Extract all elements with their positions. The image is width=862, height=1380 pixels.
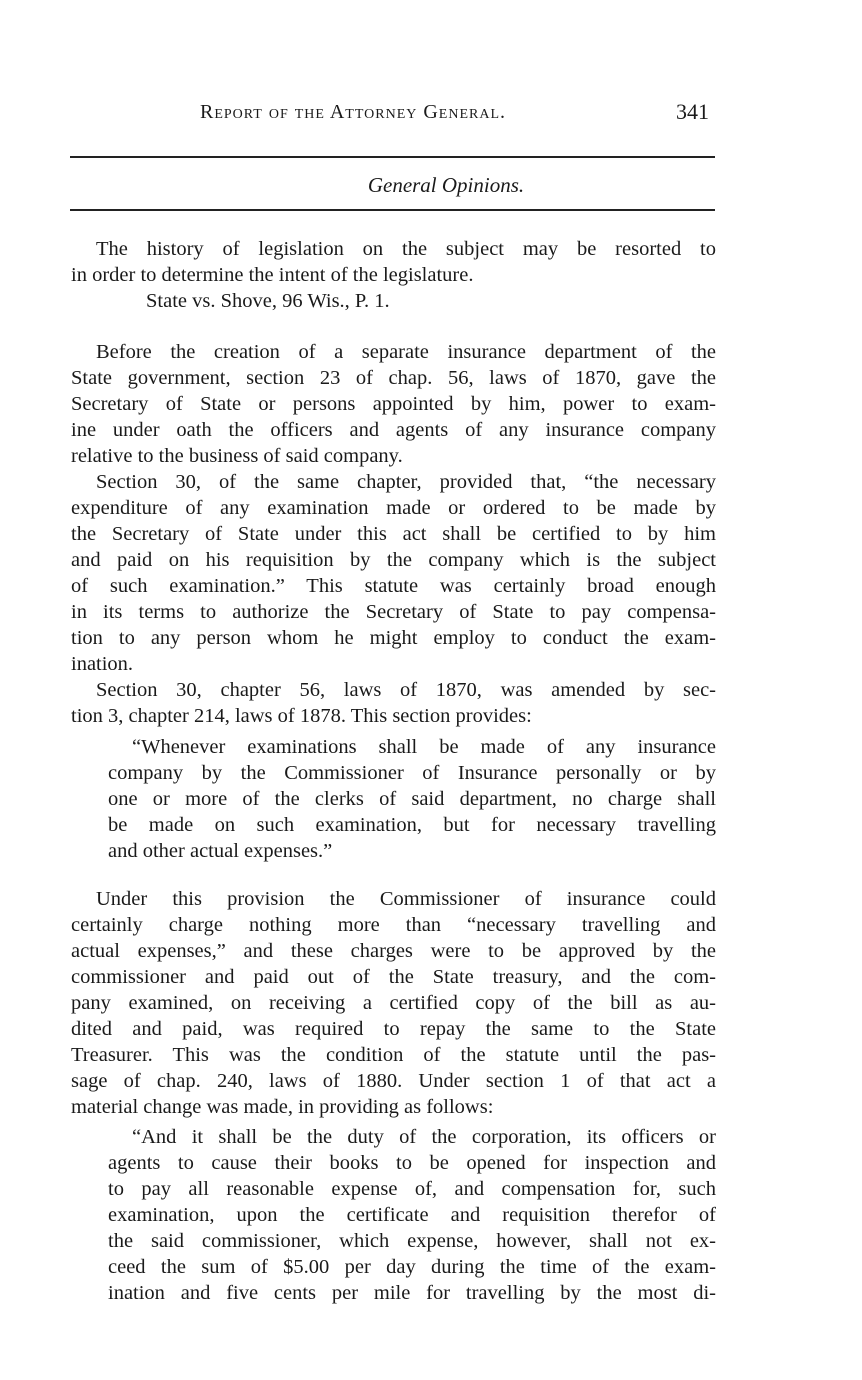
quote-line: company by the Commissioner of Insurance personally or by [108, 762, 716, 784]
text-line: pany examined, on receiving a certified copy of the bill as au- [71, 992, 716, 1014]
text-line: material change was made, in providing as follows: [71, 1096, 494, 1118]
quote-line: one or more of the clerks of said department, no charge shall [108, 788, 716, 810]
text-line: Before the creation of a separate insurance department of the [96, 341, 716, 363]
text-line: ination. [71, 653, 134, 675]
text-line: dited and paid, was required to repay the same to the State [71, 1018, 716, 1040]
quote-line: “Whenever examinations shall be made of any insurance [132, 736, 716, 758]
quote-line: be made on such examination, but for necessary travelling [108, 814, 716, 836]
text-line: commissioner and paid out of the State treasury, and the com- [71, 966, 716, 988]
text-line: of such examination.” This statute was certainly broad enough [71, 575, 716, 597]
text-line: sage of chap. 240, laws of 1880. Under section 1 of that act a [71, 1070, 716, 1092]
header-rule-bottom [70, 209, 715, 211]
quote-line: agents to cause their books to be opened for inspection and [108, 1152, 716, 1174]
text-line: Treasurer. This was the condition of the statute until the pas- [71, 1044, 716, 1066]
text-line: ine under oath the officers and agents of any insurance company [71, 419, 716, 441]
text-line: the Secretary of State under this act shall be certified to by him [71, 523, 716, 545]
text-line: Under this provision the Commissioner of insurance could [96, 888, 716, 910]
quote-line: ceed the sum of $5.00 per day during the time of the exam- [108, 1256, 716, 1278]
text-line: Section 30, chapter 56, laws of 1870, was amended by sec- [96, 679, 716, 701]
page-number: 341 [676, 99, 709, 124]
text-line: State government, section 23 of chap. 56, laws of 1870, gave the [71, 367, 716, 389]
quote-line: and other actual expenses.” [108, 840, 333, 862]
text-line: certainly charge nothing more than “necessary travelling and [71, 914, 716, 936]
quote-line: to pay all reasonable expense of, and compensation for, such [108, 1178, 716, 1200]
quote-line: the said commissioner, which expense, however, shall not ex- [108, 1230, 716, 1252]
text-line: relative to the business of said company. [71, 445, 403, 467]
quote-line: “And it shall be the duty of the corporation, its officers or [132, 1126, 716, 1148]
text-line: The history of legislation on the subject may be resorted to [96, 238, 716, 260]
text-line: and paid on his requisition by the company which is the subject [71, 549, 716, 571]
text-line: in its terms to authorize the Secretary of State to pay compensa- [71, 601, 716, 623]
section-title: General Opinions. [367, 173, 525, 197]
text-line: actual expenses,” and these charges were to be approved by the [71, 940, 716, 962]
text-line: tion to any person whom he might employ to conduct the exam- [71, 627, 716, 649]
text-line: in order to determine the intent of the legislature. [71, 264, 474, 286]
header-rule-top [70, 156, 715, 158]
citation-line: State vs. Shove, 96 Wis., P. 1. [146, 290, 390, 312]
text-line: expenditure of any examination made or ordered to be made by [71, 497, 716, 519]
text-line: tion 3, chapter 214, laws of 1878. This section provides: [71, 705, 532, 727]
running-header-title: Report of the Attorney General. [200, 101, 507, 123]
text-line: Secretary of State or persons appointed by him, power to exam- [71, 393, 716, 415]
quote-line: ination and five cents per mile for travelling by the most di- [108, 1282, 716, 1304]
text-line: Section 30, of the same chapter, provided that, “the necessary [96, 471, 716, 493]
quote-line: examination, upon the certificate and requisition therefor of [108, 1204, 716, 1226]
